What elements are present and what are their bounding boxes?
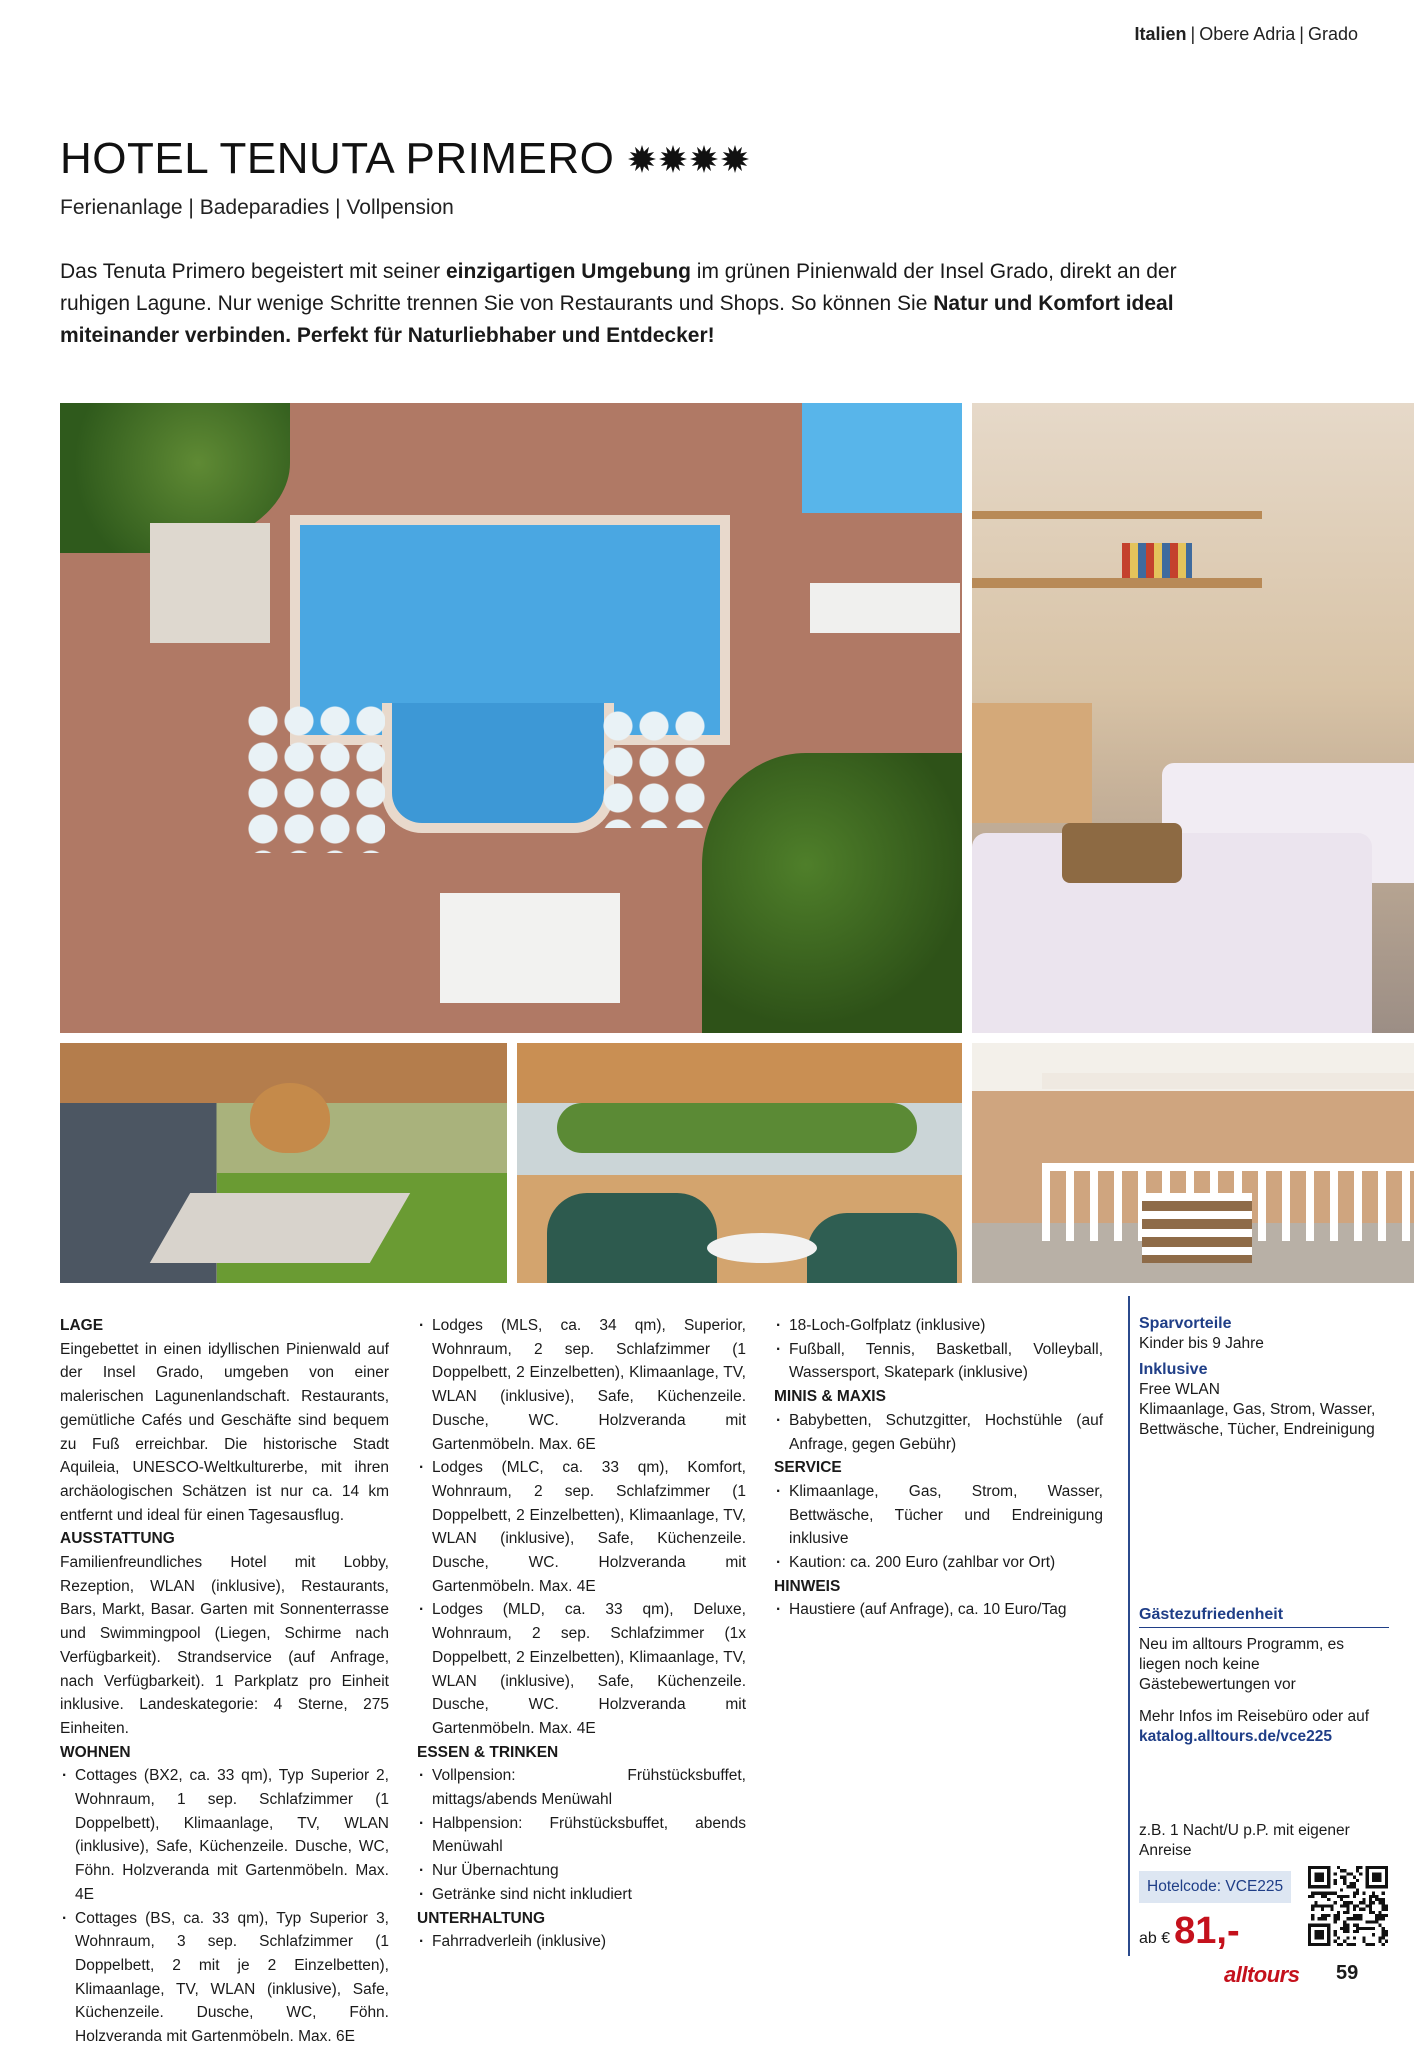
inklusive-wlan: Free WLAN xyxy=(1139,1381,1220,1398)
alltours-logo: alltours xyxy=(1224,1962,1300,1987)
star-icon xyxy=(628,145,656,173)
section-heading-hinweis: HINWEIS xyxy=(774,1577,841,1595)
sparvorteile-heading: Sparvorteile xyxy=(1139,1315,1232,1332)
price-prefix: ab € xyxy=(1139,1930,1171,1947)
section-heading-lage: LAGE xyxy=(60,1317,104,1334)
list-item: · Fußball, Tennis, Basketball, Volleyball, Wassersport, Skatepark (inklusive) xyxy=(774,1338,1103,1385)
intro-text xyxy=(60,256,1210,352)
section-heading-unterhaltung: UNTERHALTUNG xyxy=(417,1909,546,1927)
qr-code-icon[interactable] xyxy=(1308,1866,1388,1946)
guest-satisfaction-text: Neu im alltours Programm, es liegen noch keine Gästebewertungen vor xyxy=(1139,1636,1345,1693)
page-subtitle: Ferienanlage | Badeparadies | Vollpension xyxy=(60,196,454,219)
breadcrumb: Italien | Obere Adria | Grado xyxy=(1134,24,1358,44)
list-item: · Nur Übernachtung xyxy=(417,1859,746,1883)
list-item: · Haustiere (auf Anfrage), ca. 10 Euro/Tag xyxy=(774,1598,1103,1622)
photo-terrace-dining xyxy=(60,1043,507,1283)
star-rating xyxy=(628,145,752,173)
text-column-2 xyxy=(417,1314,746,1954)
price xyxy=(1139,1910,1240,1953)
section-heading-service: SERVICE xyxy=(774,1459,842,1477)
intro-run: im grünen Pinienwald der Insel Grado, direkt an der ruhigen Lagune. Nur wenige Schritte trennen Sie von Restaurants und Shops. So können Sie xyxy=(60,260,1177,315)
price-value: 81,- xyxy=(1174,1910,1240,1952)
list-item: · Klimaanlage, Gas, Strom, Wasser, Bettwäsche, Tücher und Endreinigung inklusive xyxy=(774,1480,1103,1551)
hotel-code-badge: Hotelcode: VCE225 xyxy=(1139,1871,1291,1903)
more-info xyxy=(1139,1707,1389,1747)
unterhaltung-list-continued xyxy=(774,1314,1103,1385)
intro-run: Das Tenuta Primero begeistert mit seiner xyxy=(60,260,446,283)
list-item: · Lodges (MLD, ca. 33 qm), Deluxe, Wohnraum, 2 sep. Schlafzimmer (1x Doppelbett, 2 Einzelbetten), Klimaanlage, TV, WLAN (inklusive), Safe, Küchenzeile. Dusche, WC. Holzveranda mit Gartenmöbeln. Max. 4E xyxy=(417,1598,746,1740)
list-item: · Fahrradverleih (inklusive) xyxy=(417,1930,746,1954)
breadcrumb-country: Italien xyxy=(1134,24,1187,44)
list-item: · Kaution: ca. 200 Euro (zahlbar vor Ort) xyxy=(774,1551,1103,1575)
guest-satisfaction-rule xyxy=(1139,1627,1389,1628)
star-icon xyxy=(690,145,718,173)
list-item-part: Cottages (BS, ca. 33 qm), Typ Superior 3, Wohnraum, 3 sep. Schlafzimmer (1 Doppelbett, 2 mit je 2 Einzelbetten), Klimaanlage, TV, WLAN (inklusive), Safe, Küchenzeile. Dusche, WC, Föhn. Holzveranda mit Gartenmöbeln. Max. 6E xyxy=(75,1909,389,2046)
guest-satisfaction-heading: Gästezufriedenheit xyxy=(1139,1606,1284,1623)
intro-run: einzigartigen Umgebung xyxy=(445,260,691,283)
catalog-link[interactable]: katalog.alltours.de/vce225 xyxy=(1139,1728,1332,1745)
star-icon xyxy=(721,145,749,173)
list-item: · Lodges (MLC, ca. 33 qm), Komfort, Wohnraum, 2 sep. Schlafzimmer (1 Doppelbett, 2 Einzelbetten), Klimaanlage, TV, WLAN (inklusive), Safe, Küchenzeile. Dusche, WC. Holzveranda mit Gartenmöbeln. Max. 4E xyxy=(417,1456,746,1598)
star-icon xyxy=(659,145,687,173)
unterhaltung-list xyxy=(417,1930,746,1954)
section-heading-minis: MINIS & MAXIS xyxy=(774,1388,886,1406)
wohnen-list xyxy=(60,1764,389,2048)
service-list xyxy=(774,1480,1103,1575)
sparvorteile-text: Kinder bis 9 Jahre xyxy=(1139,1335,1264,1352)
sidebar-benefits xyxy=(1139,1314,1389,1440)
hinweis-list xyxy=(774,1598,1103,1622)
sidebar-divider xyxy=(1128,1296,1130,1956)
list-item: · Babybetten, Schutzgitter, Hochstühle (auf Anfrage, gegen Gebühr) xyxy=(774,1409,1103,1456)
intro-run: Natur und Komfort ideal miteinander verbinden. Perfekt für Naturliebhaber und Entdecker! xyxy=(60,292,1174,347)
list-item: · Vollpension: Frühstücksbuffet, mittags/abends Menüwahl xyxy=(417,1764,746,1811)
price-example-text: z.B. 1 Nacht/U p.P. mit eigener Anreise xyxy=(1139,1822,1350,1859)
text-column-1 xyxy=(60,1314,389,2049)
inklusive-text: Klimaanlage, Gas, Strom, Wasser, Bettwäsche, Tücher, Endreinigung xyxy=(1139,1401,1376,1438)
section-heading-wohnen: WOHNEN xyxy=(60,1743,131,1761)
breadcrumb-region: Obere Adria xyxy=(1199,24,1296,44)
more-info-text: Mehr Infos im Reisebüro oder auf xyxy=(1139,1708,1370,1725)
essen-list xyxy=(417,1764,746,1906)
list-item: · Lodges (MLS, ca. 34 qm), Superior, Wohnraum, 2 sep. Schlafzimmer (1 Doppelbett, 2 Einzelbetten), Klimaanlage, TV, WLAN (inklusive), Safe, Küchenzeile. Dusche, WC. Holzveranda mit Gartenmöbeln. Max. 6E xyxy=(417,1314,746,1456)
list-item: · Getränke sind nicht inkludiert xyxy=(417,1883,746,1907)
page-title: HOTEL TENUTA PRIMERO xyxy=(60,134,615,183)
list-item xyxy=(60,1907,389,2049)
section-heading-essen: ESSEN & TRINKEN xyxy=(417,1743,559,1761)
page-number: 59 xyxy=(1336,1962,1359,1984)
section-heading-ausstattung: AUSSTATTUNG xyxy=(60,1530,175,1548)
minis-list xyxy=(774,1409,1103,1456)
section-text-lage: Eingebettet in einen idyllischen Pinienwald auf der Insel Grado, umgeben von einer malerischen Lagunenlandschaft. Restaurants, gemütliche Cafés und Geschäfte sind bequem zu Fuß erreichbar. Die historische Stadt Aquileia, UNESCO-Weltkulturerbe, mit ihren archäologischen Schätzen ist nur ca. 14 km entfernt und ideal für einen Tagesausflug. xyxy=(60,1340,389,1524)
inklusive-heading: Inklusive xyxy=(1139,1361,1208,1378)
photo-pool-aerial xyxy=(60,403,962,1033)
photo-terrace-lounge xyxy=(517,1043,962,1283)
text-column-3 xyxy=(774,1314,1103,1622)
wohnen-list-continued xyxy=(417,1314,746,1741)
section-text-ausstattung: Familienfreundliches Hotel mit Lobby, Rezeption, WLAN (inklusive), Restaurants, Bars, Markt, Basar. Garten mit Sonnenterrasse und Swimmingpool (Liegen, Schirme nach Verfügbarkeit). Strandservice (auf Anfrage, nach Verfügbarkeit). 1 Parkplatz pro Einheit inklusive. Landeskategorie: 4 Sterne, 275 Einheiten. xyxy=(60,1554,389,1737)
list-item: · Cottages (BX2, ca. 33 qm), Typ Superior 2, Wohnraum, 1 sep. Schlafzimmer (1 Doppelbett), Klimaanlage, TV, WLAN (inklusive), Safe, Küchenzeile. Dusche, WC, Föhn. Holzveranda mit Gartenmöbeln. Max. 4E xyxy=(60,1764,389,1906)
title-row xyxy=(60,134,752,184)
breadcrumb-place: Grado xyxy=(1307,24,1358,44)
list-item: · 18-Loch-Golfplatz (inklusive) xyxy=(774,1314,1103,1338)
photo-bedroom xyxy=(972,403,1414,1033)
list-item: · Halbpension: Frühstücksbuffet, abends Menüwahl xyxy=(417,1812,746,1859)
photo-lodge-exterior xyxy=(972,1043,1414,1283)
